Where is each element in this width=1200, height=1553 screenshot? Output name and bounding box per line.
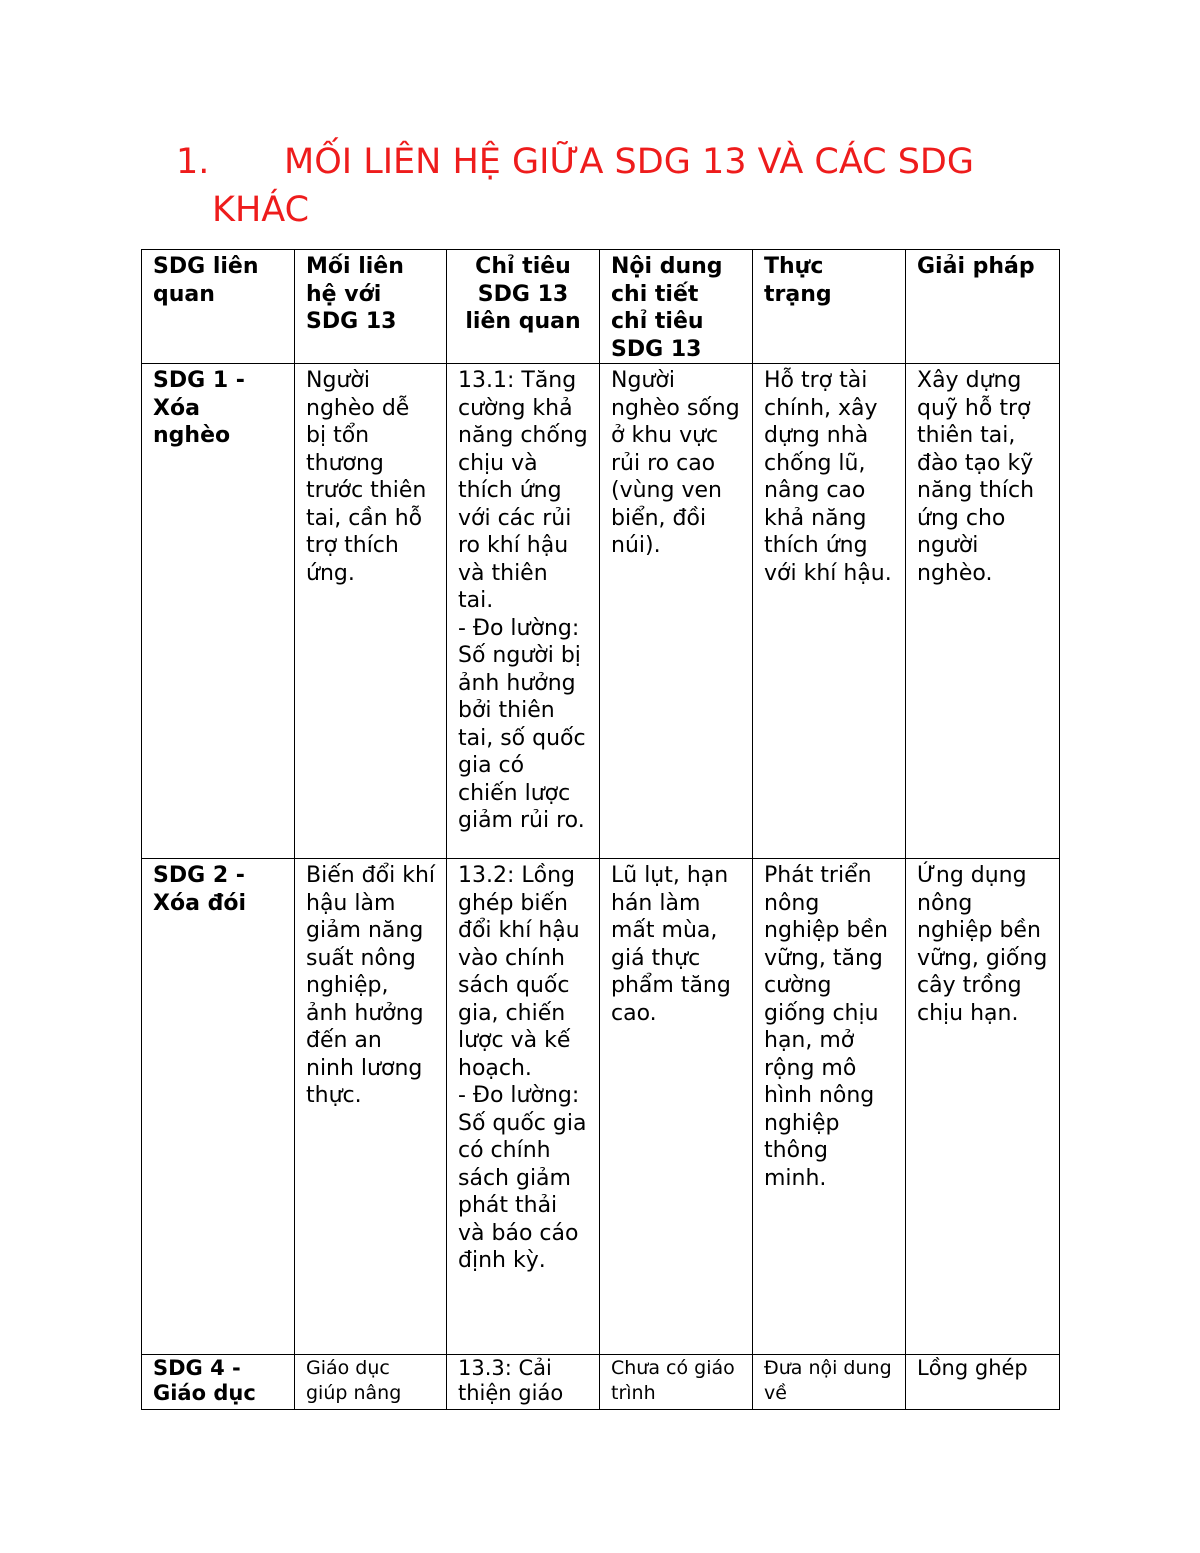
sdg-relations-table (141, 249, 1060, 1410)
table-row (142, 859, 1060, 1355)
cell-solution: Ứng dụng nông nghiệp bền vững, giống cây trồng chịu hạn. (906, 859, 1060, 1355)
heading-number: 1. (176, 142, 210, 182)
cell-relation: Người nghèo dễ bị tổn thương trước thiên tai, cần hỗ trợ thích ứng. (295, 364, 447, 859)
cell-status: Hỗ trợ tài chính, xây dựng nhà chống lũ, nâng cao khả năng thích ứng với khí hậu. (753, 364, 906, 859)
cell-detail: Lũ lụt, hạn hán làm mất mùa, giá thực phẩm tăng cao. (600, 859, 753, 1355)
cell-target: 13.3: Cải thiện giáo (447, 1355, 600, 1410)
table-row (142, 1355, 1060, 1410)
table-header-row (142, 250, 1060, 364)
cell-detail: Người nghèo sống ở khu vực rủi ro cao (vùng ven biển, đồi núi). (600, 364, 753, 859)
target-text: 13.1: Tăng cường khả năng chống chịu và thích ứng với các rủi ro khí hậu và thiên tai. (458, 368, 588, 613)
header-relation: Mối liên hệ với SDG 13 (295, 250, 447, 364)
page-heading (176, 138, 1076, 234)
cell-status: Đưa nội dung về (753, 1355, 906, 1410)
cell-solution: Xây dựng quỹ hỗ trợ thiên tai, đào tạo kỹ năng thích ứng cho người nghèo. (906, 364, 1060, 859)
cell-status: Phát triển nông nghiệp bền vững, tăng cường giống chịu hạn, mở rộng mô hình nông nghiệp thông minh. (753, 859, 906, 1355)
header-target: Chỉ tiêu SDG 13 liên quan (447, 250, 600, 364)
cell-sdg: SDG 4 - Giáo dục (142, 1355, 295, 1410)
cell-target (447, 364, 600, 859)
target-measure: - Đo lường: Số quốc gia có chính sách giảm phát thải và báo cáo định kỳ. (458, 1083, 587, 1273)
header-status: Thực trạng (753, 250, 906, 364)
table-row (142, 364, 1060, 859)
cell-target (447, 859, 600, 1355)
cell-detail: Chưa có giáo trình (600, 1355, 753, 1410)
cell-relation: Biến đổi khí hậu làm giảm năng suất nông nghiệp, ảnh hưởng đến an ninh lương thực. (295, 859, 447, 1355)
header-detail: Nội dung chi tiết chỉ tiêu SDG 13 (600, 250, 753, 364)
target-text: 13.2: Lồng ghép biến đổi khí hậu vào chính sách quốc gia, chiến lược và kế hoạch. (458, 863, 580, 1081)
cell-sdg: SDG 1 - Xóa nghèo (142, 364, 295, 859)
cell-sdg: SDG 2 - Xóa đói (142, 859, 295, 1355)
target-measure: - Đo lường: Số người bị ảnh hưởng bởi thiên tai, số quốc gia có chiến lược giảm rủi ro. (458, 615, 586, 833)
header-solution: Giải pháp (906, 250, 1060, 364)
heading-line-2: KHÁC (212, 190, 310, 230)
heading-line-1: MỐI LIÊN HỆ GIỮA SDG 13 VÀ CÁC SDG (284, 142, 975, 182)
header-sdg: SDG liên quan (142, 250, 295, 364)
cell-solution: Lồng ghép (906, 1355, 1060, 1410)
cell-relation: Giáo dục giúp nâng (295, 1355, 447, 1410)
